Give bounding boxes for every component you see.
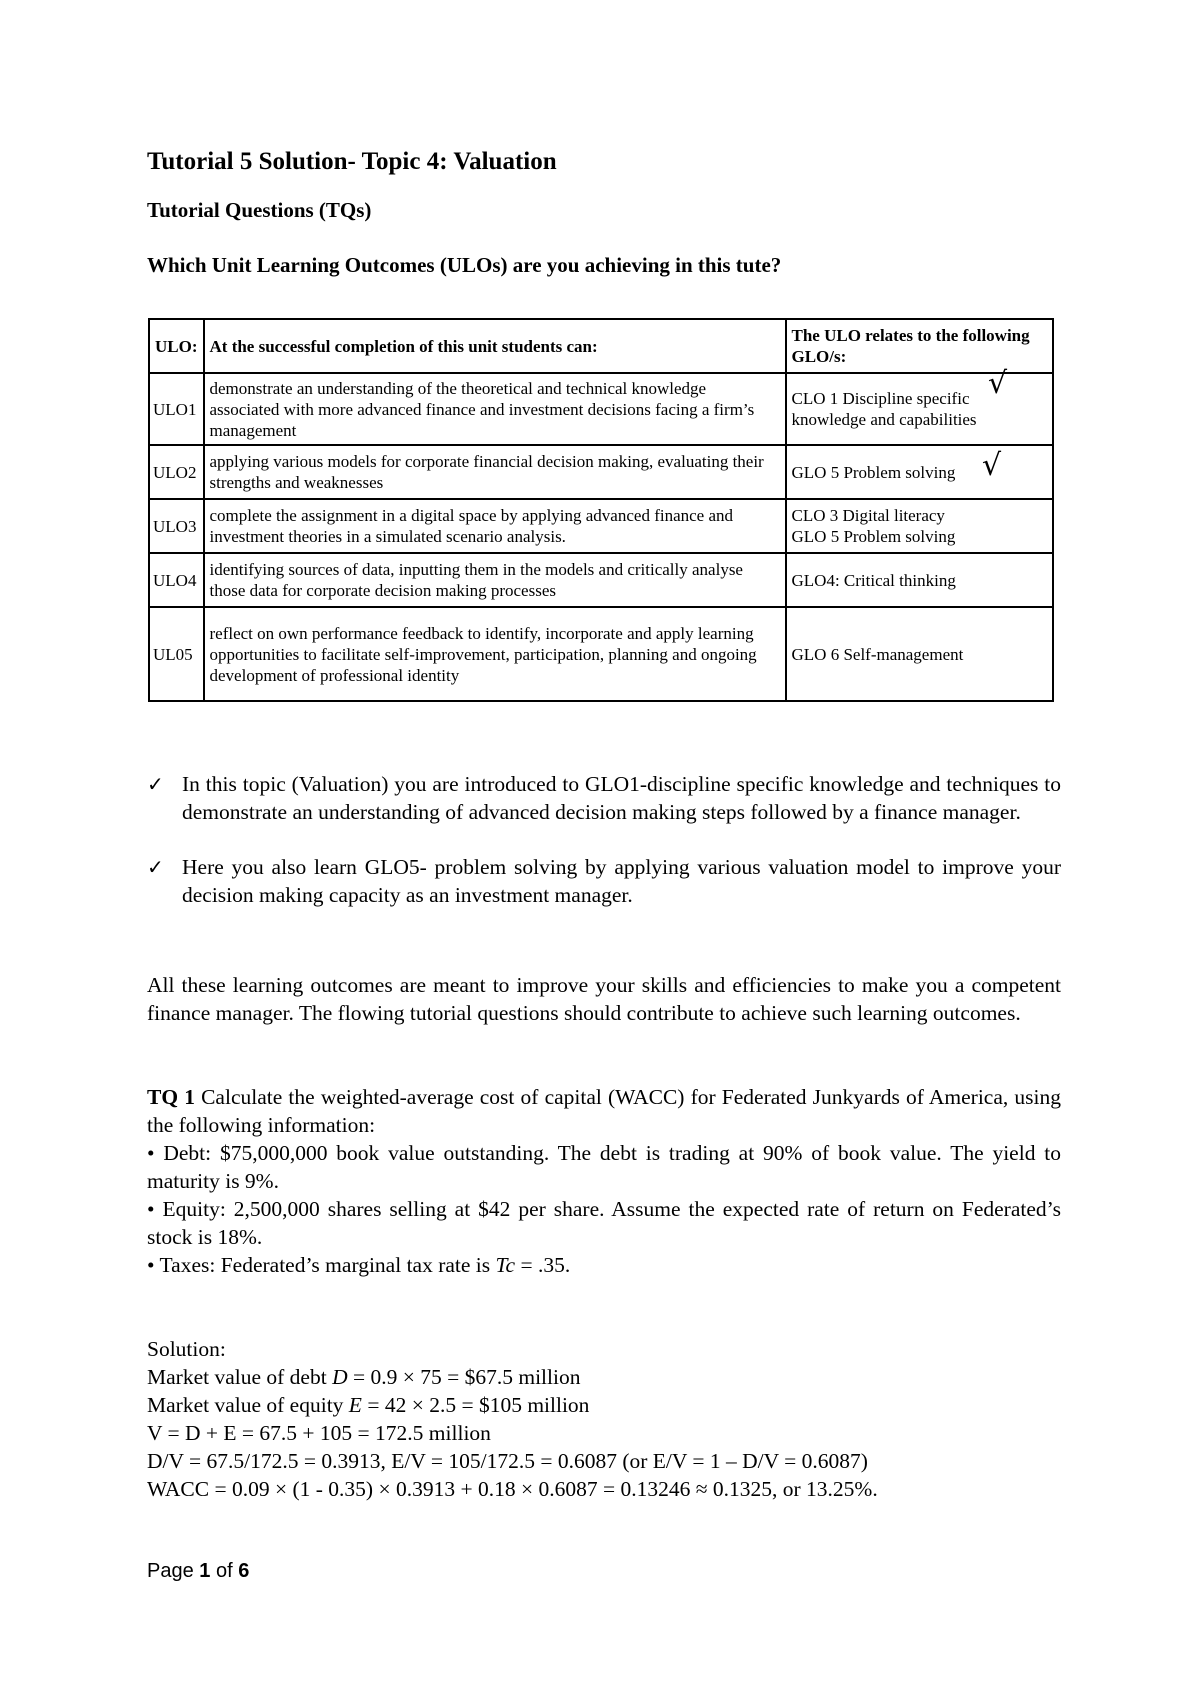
ulo-description: complete the assignment in a digital space by applying advanced finance and investment theories in a simulated scenario analysis. xyxy=(204,499,786,553)
footer-total-pages: 6 xyxy=(238,1560,250,1582)
tq1-equity: • Equity: 2,500,000 shares selling at $42 per share. Assume the expected rate of return on Federated’s stock is 18%. xyxy=(147,1197,1061,1249)
footer-page-number: 1 xyxy=(199,1560,211,1582)
tq1-debt: • Debt: $75,000,000 book value outstanding. The debt is trading at 90% of book value. The yield to maturity is 9%. xyxy=(147,1141,1061,1193)
table-row xyxy=(149,373,1053,445)
checkmark-icon: ✓ xyxy=(147,855,164,879)
ulo-description: reflect on own performance feedback to identify, incorporate and apply learning opportunities to facilitate self-improvement, participation, planning and ongoing development of professional identity xyxy=(204,607,786,701)
handwritten-check-icon: √ xyxy=(982,448,1002,483)
table-row xyxy=(149,499,1053,553)
header-glo: The ULO relates to the following GLO/s: xyxy=(786,319,1054,373)
solution-line: V = D + E = 67.5 + 105 = 172.5 million xyxy=(147,1421,491,1445)
page-footer xyxy=(147,1560,249,1583)
table-row xyxy=(149,553,1053,607)
bullet-text: Here you also learn GLO5- problem solving by applying various valuation model to improve your decision making capacity as an investment manager. xyxy=(182,855,1061,907)
ulo-description: demonstrate an understanding of the theoretical and technical knowledge associated with more advanced finance and investment decisions facing a firm’s management xyxy=(204,373,786,445)
ulo-glo: GLO 6 Self-management xyxy=(786,607,1054,701)
tq1-taxes-variable: Tc xyxy=(495,1253,516,1277)
ulo-glo: GLO4: Critical thinking xyxy=(786,553,1054,607)
tq1-intro-text: Calculate the weighted-average cost of capital (WACC) for Federated Junkyards of America, using the following information: xyxy=(147,1085,1061,1137)
ulo-description: applying various models for corporate financial decision making, evaluating their strengths and weaknesses xyxy=(204,445,786,499)
ulo-question: Which Unit Learning Outcomes (ULOs) are you achieving in this tute? xyxy=(147,253,782,277)
tq1-label: TQ 1 xyxy=(147,1085,195,1109)
solution-text: = 0.9 × 75 = $67.5 million xyxy=(347,1365,581,1389)
ulo-code: ULO2 xyxy=(149,445,204,499)
solution-line xyxy=(147,1363,1061,1391)
solution-text: Market value of debt xyxy=(147,1365,333,1389)
list-item xyxy=(147,770,1061,826)
page-title: Tutorial 5 Solution- Topic 4: Valuation xyxy=(147,148,557,175)
tq1-block xyxy=(147,1083,1061,1279)
ulo-code: ULO1 xyxy=(149,373,204,445)
table-row xyxy=(149,607,1053,701)
solution-line xyxy=(147,1391,1061,1419)
footer-of-word: of xyxy=(215,1560,233,1582)
solution-text: = 42 × 2.5 = $105 million xyxy=(361,1393,590,1417)
tq1-intro xyxy=(147,1083,1061,1139)
ulo-table xyxy=(148,318,1054,702)
solution-line: D/V = 67.5/172.5 = 0.3913, E/V = 105/172.5 = 0.6087 (or E/V = 1 – D/V = 0.6087) xyxy=(147,1449,868,1473)
section-subtitle: Tutorial Questions (TQs) xyxy=(147,198,372,222)
footer-page-word: Page xyxy=(147,1560,194,1582)
list-item xyxy=(147,853,1061,909)
tq1-taxes-text: • Taxes: Federated’s marginal tax rate is xyxy=(147,1253,496,1277)
outcome-bullets xyxy=(147,770,1061,936)
ulo-glo: CLO 3 Digital literacy xyxy=(791,506,945,525)
ulo-glo-cell xyxy=(786,499,1054,553)
solution-label: Solution: xyxy=(147,1337,226,1361)
table-row xyxy=(149,445,1053,499)
ulo-code: ULO3 xyxy=(149,499,204,553)
checkmark-icon: ✓ xyxy=(147,772,164,796)
ulo-description: identifying sources of data, inputting them in the models and critically analyse those data for corporate decision making processes xyxy=(204,553,786,607)
ulo-code: ULO4 xyxy=(149,553,204,607)
outcomes-paragraph: All these learning outcomes are meant to improve your skills and efficiencies to make you a competent finance manager. The flowing tutorial questions should contribute to achieve such learning outcomes. xyxy=(147,973,1061,1025)
ulo-glo: CLO 1 Discipline specific knowledge and capabilities xyxy=(786,373,1054,445)
solution-text: Market value of equity xyxy=(147,1393,349,1417)
solution-block xyxy=(147,1335,1061,1503)
ulo-glo-secondary: GLO 5 Problem solving xyxy=(791,527,956,546)
solution-line: WACC = 0.09 × (1 - 0.35) × 0.3913 + 0.18 × 0.6087 = 0.13246 ≈ 0.1325, or 13.25%. xyxy=(147,1477,878,1501)
tq1-taxes-value: = .35. xyxy=(515,1253,571,1277)
tq1-taxes xyxy=(147,1251,1061,1279)
header-description: At the successful completion of this unit students can: xyxy=(204,319,786,373)
ulo-glo: GLO 5 Problem solving xyxy=(786,445,1054,499)
handwritten-check-icon: √ xyxy=(988,366,1008,401)
table-header-row xyxy=(149,319,1053,373)
solution-variable: E xyxy=(348,1393,362,1417)
ulo-code: UL05 xyxy=(149,607,204,701)
bullet-text: In this topic (Valuation) you are introduced to GLO1-discipline specific knowledge and techniques to demonstrate an understanding of advanced decision making steps followed by a finance manager. xyxy=(182,772,1061,824)
solution-variable: D xyxy=(332,1365,348,1389)
header-ulo: ULO: xyxy=(149,319,204,373)
